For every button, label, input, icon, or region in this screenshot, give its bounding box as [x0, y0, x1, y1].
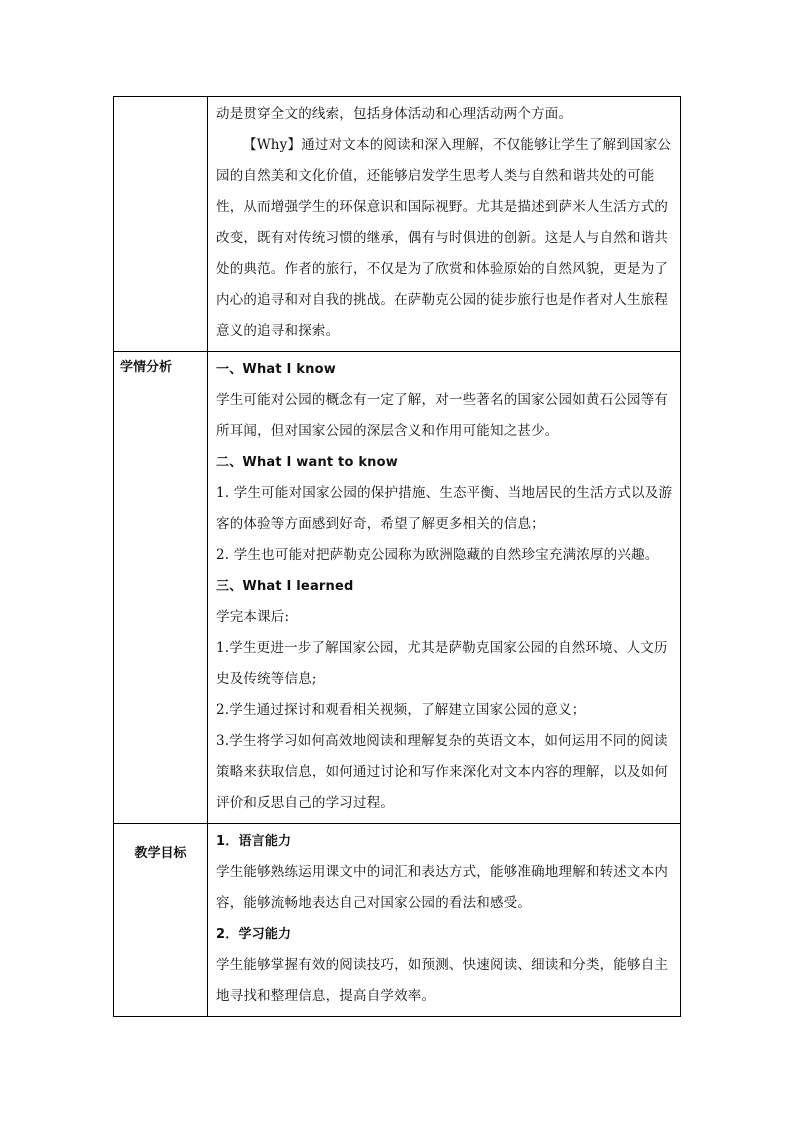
- row-content-cell: [208, 824, 681, 1017]
- paragraph: 学完本课后:: [216, 609, 290, 625]
- table-row: [114, 97, 681, 352]
- section-heading: 2．学习能力: [216, 927, 292, 942]
- table-row: [114, 352, 681, 824]
- paragraph: 学生能够掌握有效的阅读技巧，如预测、快速阅读、细读和分类，能够自主地寻找和整理信息，提高自学效率。: [216, 957, 669, 1004]
- table-row: [114, 824, 681, 1017]
- paragraph: 动是贯穿全文的线索，包括身体活动和心理活动两个方面。: [216, 106, 573, 122]
- row-label-cell: [114, 97, 208, 352]
- row-label-teaching-goals: 教学目标: [134, 846, 187, 861]
- row-content-cell: [208, 97, 681, 352]
- paragraph: 2. 学生也可能对把萨勒克公园称为欧洲隐藏的自然珍宝充满浓厚的兴趣。: [216, 547, 659, 563]
- paragraph: 1.学生更进一步了解国家公园，尤其是萨勒克国家公园的自然环境、人文历史及传统等信息;: [216, 640, 668, 687]
- row-label-cell: [114, 824, 208, 1017]
- paragraph: 2.学生通过探讨和观看相关视频，了解建立国家公园的意义；: [216, 702, 586, 718]
- row-label-student-analysis: 学情分析: [120, 360, 173, 375]
- section-heading: 三、What I learned: [216, 579, 354, 594]
- row-label-cell: [114, 352, 208, 824]
- section-heading: 一、What I know: [216, 362, 336, 377]
- lesson-plan-table: [113, 96, 681, 1017]
- paragraph: 学生能够熟练运用课文中的词汇和表达方式，能够准确地理解和转述文本内容，能够流畅地表达自己对国家公园的看法和感受。: [216, 864, 669, 911]
- paragraph: 学生可能对公园的概念有一定了解，对一些著名的国家公园如黄石公园等有所耳闻，但对国家公园的深层含义和作用可能知之甚少。: [216, 392, 669, 439]
- row-label: [114, 97, 207, 103]
- paragraph: 3.学生将学习如何高效地阅读和理解复杂的英语文本，如何运用不同的阅读策略来获取信息，如何通过讨论和写作来深化对文本内容的理解，以及如何评价和反思自己的学习过程。: [216, 733, 669, 811]
- row-content-cell: [208, 352, 681, 824]
- why-paragraph: 【Why】通过对文本的阅读和深入理解，不仅能够让学生了解到国家公园的自然美和文化价值，还能够启发学生思考人类与自然和谐共处的可能性，从而增强学生的环保意识和国际视野。尤其是描述到萨米人生活方式的改变，既有对传统习惯的继承，偶有与时俱进的创新。这是人与自然和谐共处的典范。作者的旅行，不仅是为了欣赏和体验原始的自然风貌，更是为了内心的追寻和对自我的挑战。在萨勒克公园的徒步旅行也是作者对人生旅程意义的追寻和探索。: [216, 137, 672, 339]
- section-heading: 二、What I want to know: [216, 455, 398, 470]
- section-heading: 1．语言能力: [216, 834, 292, 849]
- paragraph: 1. 学生可能对国家公园的保护措施、生态平衡、当地居民的生活方式以及游客的体验等方面感到好奇，希望了解更多相关的信息；: [216, 485, 673, 532]
